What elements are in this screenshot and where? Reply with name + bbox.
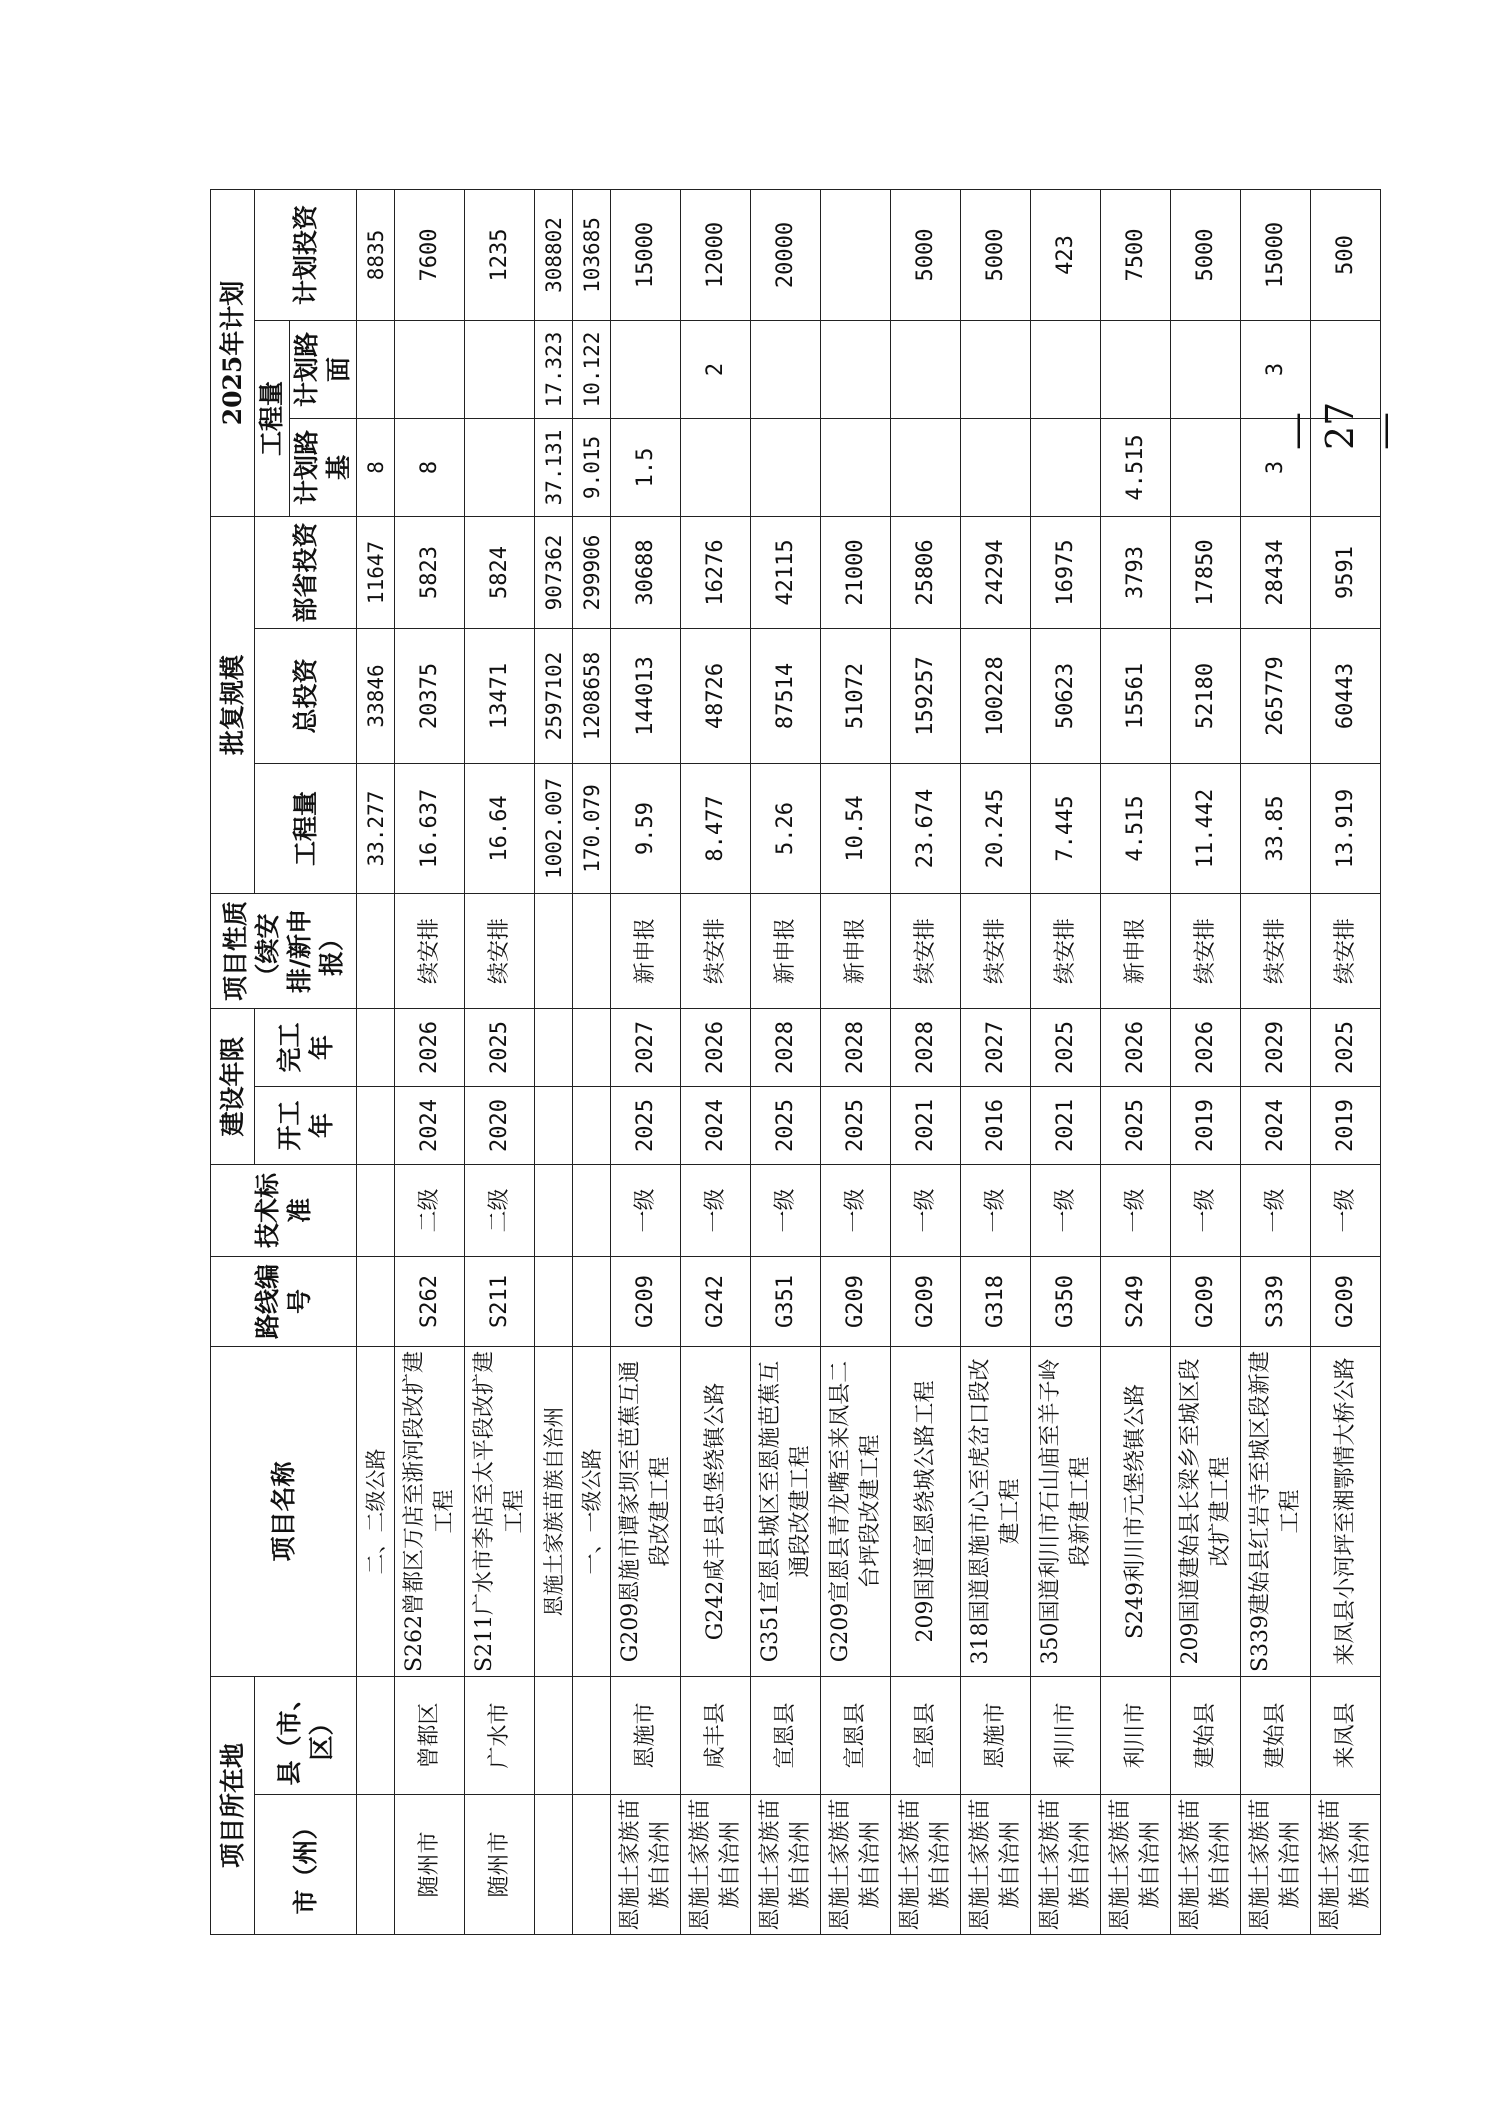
row-tech-std: 二级: [465, 1164, 535, 1256]
row-quantity: 5.26: [751, 763, 821, 893]
row-quantity: 8.477: [681, 763, 751, 893]
row-plan-investment: 20000: [751, 189, 821, 320]
table-row: [1311, 189, 1381, 1934]
row-total-investment: 265779: [1241, 628, 1311, 763]
row-city: 恩施土家族苗族自治州: [681, 1795, 751, 1935]
row-plan-investment: 15000: [1241, 189, 1311, 320]
row-tech-std: [573, 1164, 611, 1256]
row-quantity: 9.59: [611, 763, 681, 893]
row-route-no: G242: [681, 1256, 751, 1346]
row-route-no: G351: [751, 1256, 821, 1346]
row-ministry-investment: 21000: [821, 516, 891, 628]
row-county: [535, 1676, 573, 1794]
row-start-year: 2025: [751, 1086, 821, 1164]
row-route-no: G209: [821, 1256, 891, 1346]
row-project-name: 来凤县小河坪至湘鄂情大桥公路: [1311, 1346, 1381, 1676]
row-plan-pavement: [821, 320, 891, 418]
table-row: [1031, 189, 1101, 1934]
row-nature: 新申报: [611, 893, 681, 1008]
header-end-year: 完工年: [255, 1008, 357, 1086]
row-nature: 续安排: [395, 893, 465, 1008]
row-tech-std: 一级: [1311, 1164, 1381, 1256]
header-route-no: 路线编号: [211, 1256, 357, 1346]
row-end-year: 2028: [751, 1008, 821, 1086]
row-start-year: 2024: [1241, 1086, 1311, 1164]
row-route-no: G318: [961, 1256, 1031, 1346]
row-project-name: 318国道恩施市心至虎岔口段改建工程: [961, 1346, 1031, 1676]
row-plan-pavement: [1031, 320, 1101, 418]
row-route-no: [573, 1256, 611, 1346]
row-end-year: [573, 1008, 611, 1086]
row-tech-std: 一级: [681, 1164, 751, 1256]
row-plan-roadbed: 37.131: [535, 418, 573, 516]
row-end-year: 2026: [1171, 1008, 1241, 1086]
table-row: [681, 189, 751, 1934]
page-number: — 27 —: [1274, 401, 1406, 450]
row-start-year: [535, 1086, 573, 1164]
row-city: 恩施土家族苗族自治州: [751, 1795, 821, 1935]
row-plan-roadbed: [681, 418, 751, 516]
row-start-year: 2024: [681, 1086, 751, 1164]
row-plan-pavement: [1171, 320, 1241, 418]
row-route-no: [535, 1256, 573, 1346]
row-plan-pavement: [1101, 320, 1171, 418]
row-end-year: 2026: [681, 1008, 751, 1086]
row-county: [573, 1676, 611, 1794]
row-ministry-investment: 17850: [1171, 516, 1241, 628]
header-location: 项目所在地: [211, 1676, 255, 1934]
row-county: 咸丰县: [681, 1676, 751, 1794]
row-ministry-investment: 24294: [961, 516, 1031, 628]
row-nature: 续安排: [1241, 893, 1311, 1008]
row-tech-std: 一级: [1241, 1164, 1311, 1256]
row-nature: [535, 893, 573, 1008]
header-total-investment: 总投资: [255, 628, 357, 763]
row-total-investment: 50623: [1031, 628, 1101, 763]
row-city: 恩施土家族苗族自治州: [1031, 1795, 1101, 1935]
row-plan-roadbed: 3: [1241, 418, 1311, 516]
row-county: 来凤县: [1311, 1676, 1381, 1794]
row-project-name: 350国道利川市石山庙至羊子岭段新建工程: [1031, 1346, 1101, 1676]
row-plan-roadbed: [1031, 418, 1101, 516]
row-plan-pavement: [891, 320, 961, 418]
row-city: 恩施土家族苗族自治州: [821, 1795, 891, 1935]
row-tech-std: 一级: [1171, 1164, 1241, 1256]
row-nature: 续安排: [1171, 893, 1241, 1008]
row-tech-std: 一级: [1031, 1164, 1101, 1256]
row-project-name: 209国道建始县长梁乡至城区段改扩建工程: [1171, 1346, 1241, 1676]
row-quantity: 16.637: [395, 763, 465, 893]
row-ministry-investment: 5824: [465, 516, 535, 628]
row-quantity: 16.64: [465, 763, 535, 893]
row-nature: 续安排: [1031, 893, 1101, 1008]
row-city: 恩施土家族苗族自治州: [891, 1795, 961, 1935]
header-plan-roadbed: 计划路基: [290, 418, 357, 516]
row-city: 随州市: [465, 1795, 535, 1935]
row-plan-investment: 308802: [535, 189, 573, 320]
row-quantity: 20.245: [961, 763, 1031, 893]
row-project-name: 二、二级公路: [357, 1346, 395, 1676]
row-nature: 新申报: [1101, 893, 1171, 1008]
row-city: 恩施土家族苗族自治州: [611, 1795, 681, 1935]
row-city: [573, 1795, 611, 1935]
row-plan-investment: [821, 189, 891, 320]
row-start-year: 2016: [961, 1086, 1031, 1164]
row-route-no: S211: [465, 1256, 535, 1346]
row-route-no: S249: [1101, 1256, 1171, 1346]
row-plan-roadbed: 1.5: [611, 418, 681, 516]
row-plan-roadbed: 8: [357, 418, 395, 516]
row-project-name: G209恩施市谭家坝至芭蕉互通段改建工程: [611, 1346, 681, 1676]
row-plan-roadbed: 9.015: [573, 418, 611, 516]
row-city: 恩施土家族苗族自治州: [961, 1795, 1031, 1935]
row-end-year: 2027: [961, 1008, 1031, 1086]
row-county: [357, 1676, 395, 1794]
row-project-name: S262曾都区万店至浙河段改扩建工程: [395, 1346, 465, 1676]
row-quantity: 7.445: [1031, 763, 1101, 893]
row-route-no: G209: [611, 1256, 681, 1346]
header-ministry-investment: 部省投资: [255, 516, 357, 628]
row-county: 曾都区: [395, 1676, 465, 1794]
rotated-table-page: [210, 190, 1373, 1935]
row-end-year: [357, 1008, 395, 1086]
row-route-no: S262: [395, 1256, 465, 1346]
row-plan-pavement: [465, 320, 535, 418]
row-plan-investment: 1235: [465, 189, 535, 320]
table-row: [395, 189, 465, 1934]
row-project-name: 一、一级公路: [573, 1346, 611, 1676]
header-period: 建设年限: [211, 1008, 255, 1164]
row-end-year: [535, 1008, 573, 1086]
project-plan-table: [210, 189, 1381, 1935]
row-plan-roadbed: 4.515: [1101, 418, 1171, 516]
row-plan-investment: 15000: [611, 189, 681, 320]
row-tech-std: 一级: [611, 1164, 681, 1256]
row-quantity: 23.674: [891, 763, 961, 893]
row-end-year: 2027: [611, 1008, 681, 1086]
row-county: 宣恩县: [821, 1676, 891, 1794]
row-quantity: 1002.007: [535, 763, 573, 893]
row-total-investment: 87514: [751, 628, 821, 763]
row-tech-std: 一级: [891, 1164, 961, 1256]
row-plan-investment: 103685: [573, 189, 611, 320]
row-tech-std: [357, 1164, 395, 1256]
row-nature: 续安排: [465, 893, 535, 1008]
row-quantity: 170.079: [573, 763, 611, 893]
header-city: 市（州）: [255, 1795, 357, 1935]
row-county: 建始县: [1171, 1676, 1241, 1794]
row-ministry-investment: 28434: [1241, 516, 1311, 628]
row-start-year: 2025: [1101, 1086, 1171, 1164]
row-ministry-investment: 907362: [535, 516, 573, 628]
row-route-no: S339: [1241, 1256, 1311, 1346]
header-plan-pavement: 计划路面: [290, 320, 357, 418]
table-row: [535, 189, 573, 1934]
header-tech-std: 技术标准: [211, 1164, 357, 1256]
row-end-year: 2025: [465, 1008, 535, 1086]
row-county: 利川市: [1101, 1676, 1171, 1794]
row-county: 宣恩县: [891, 1676, 961, 1794]
row-project-name: S249利川市元堡绕镇公路: [1101, 1346, 1171, 1676]
row-plan-pavement: [611, 320, 681, 418]
row-ministry-investment: 16975: [1031, 516, 1101, 628]
row-county: 广水市: [465, 1676, 535, 1794]
row-ministry-investment: 3793: [1101, 516, 1171, 628]
row-quantity: 33.85: [1241, 763, 1311, 893]
row-total-investment: 51072: [821, 628, 891, 763]
row-tech-std: 二级: [395, 1164, 465, 1256]
row-start-year: 2025: [821, 1086, 891, 1164]
row-city: 恩施土家族苗族自治州: [1101, 1795, 1171, 1935]
row-plan-roadbed: [821, 418, 891, 516]
row-end-year: 2026: [395, 1008, 465, 1086]
row-plan-roadbed: [465, 418, 535, 516]
row-tech-std: 一级: [961, 1164, 1031, 1256]
row-project-name: G351宣恩县城区至恩施芭蕉互通段改建工程: [751, 1346, 821, 1676]
row-total-investment: 20375: [395, 628, 465, 763]
row-county: 利川市: [1031, 1676, 1101, 1794]
row-start-year: 2020: [465, 1086, 535, 1164]
row-plan-pavement: [751, 320, 821, 418]
row-county: 恩施市: [961, 1676, 1031, 1794]
row-plan-pavement: 3: [1241, 320, 1311, 418]
row-route-no: G209: [891, 1256, 961, 1346]
row-ministry-investment: 30688: [611, 516, 681, 628]
row-tech-std: [535, 1164, 573, 1256]
row-plan-roadbed: [891, 418, 961, 516]
row-start-year: 2019: [1171, 1086, 1241, 1164]
row-county: 恩施市: [611, 1676, 681, 1794]
row-project-name: S211广水市李店至太平段改扩建工程: [465, 1346, 535, 1676]
header-county: 县（市、区）: [255, 1676, 357, 1794]
row-total-investment: 1208658: [573, 628, 611, 763]
header-approved-scale: 批复规模: [211, 516, 255, 893]
header-plan-2025: 2025年计划: [211, 189, 255, 516]
table-row: [821, 189, 891, 1934]
row-start-year: [573, 1086, 611, 1164]
row-total-investment: 100228: [961, 628, 1031, 763]
row-project-name: 恩施土家族苗族自治州: [535, 1346, 573, 1676]
row-quantity: 33.277: [357, 763, 395, 893]
row-route-no: G209: [1311, 1256, 1381, 1346]
row-nature: 新申报: [751, 893, 821, 1008]
row-tech-std: 一级: [821, 1164, 891, 1256]
row-start-year: 2024: [395, 1086, 465, 1164]
header-plan-investment: 计划投资: [255, 189, 357, 320]
row-quantity: 11.442: [1171, 763, 1241, 893]
row-plan-pavement: 17.323: [535, 320, 573, 418]
row-plan-investment: 423: [1031, 189, 1101, 320]
row-plan-investment: 12000: [681, 189, 751, 320]
table-row: [611, 189, 681, 1934]
header-nature: 项目性质（续安排/新申报）: [211, 893, 357, 1008]
row-total-investment: 33846: [357, 628, 395, 763]
row-nature: [357, 893, 395, 1008]
row-plan-investment: 500: [1311, 189, 1381, 320]
row-end-year: 2029: [1241, 1008, 1311, 1086]
row-ministry-investment: 42115: [751, 516, 821, 628]
header-plan-quantity: 工程量: [255, 320, 290, 516]
row-plan-investment: 5000: [1171, 189, 1241, 320]
row-route-no: G350: [1031, 1256, 1101, 1346]
row-route-no: G209: [1171, 1256, 1241, 1346]
row-project-name: G242咸丰县忠堡绕镇公路: [681, 1346, 751, 1676]
row-tech-std: 一级: [1101, 1164, 1171, 1256]
row-nature: [573, 893, 611, 1008]
table-row: [357, 189, 395, 1934]
row-end-year: 2025: [1311, 1008, 1381, 1086]
table-row: [465, 189, 535, 1934]
header-start-year: 开工年: [255, 1086, 357, 1164]
row-ministry-investment: 5823: [395, 516, 465, 628]
row-ministry-investment: 9591: [1311, 516, 1381, 628]
row-quantity: 4.515: [1101, 763, 1171, 893]
row-plan-pavement: 10.122: [573, 320, 611, 418]
table-row: [1101, 189, 1171, 1934]
table-row: [891, 189, 961, 1934]
row-start-year: [357, 1086, 395, 1164]
row-project-name: 209国道宣恩绕城公路工程: [891, 1346, 961, 1676]
row-plan-pavement: [357, 320, 395, 418]
row-total-investment: 2597102: [535, 628, 573, 763]
row-plan-investment: 5000: [961, 189, 1031, 320]
row-nature: 续安排: [1311, 893, 1381, 1008]
row-plan-pavement: 2: [681, 320, 751, 418]
row-end-year: 2026: [1101, 1008, 1171, 1086]
row-tech-std: 一级: [751, 1164, 821, 1256]
row-plan-roadbed: [1171, 418, 1241, 516]
row-nature: 续安排: [961, 893, 1031, 1008]
row-ministry-investment: 16276: [681, 516, 751, 628]
row-plan-pavement: [961, 320, 1031, 418]
row-start-year: 2025: [611, 1086, 681, 1164]
row-route-no: [357, 1256, 395, 1346]
row-start-year: 2021: [1031, 1086, 1101, 1164]
table-row: [751, 189, 821, 1934]
row-nature: 续安排: [681, 893, 751, 1008]
row-plan-pavement: [395, 320, 465, 418]
row-nature: 新申报: [821, 893, 891, 1008]
table-row: [573, 189, 611, 1934]
row-start-year: 2021: [891, 1086, 961, 1164]
project-table-body: [357, 189, 1381, 1934]
header-project-name: 项目名称: [211, 1346, 357, 1676]
row-city: [535, 1795, 573, 1935]
row-plan-roadbed: [751, 418, 821, 516]
row-ministry-investment: 11647: [357, 516, 395, 628]
row-total-investment: 60443: [1311, 628, 1381, 763]
row-start-year: 2019: [1311, 1086, 1381, 1164]
table-row: [1241, 189, 1311, 1934]
row-city: 恩施土家族苗族自治州: [1171, 1795, 1241, 1935]
row-total-investment: 15561: [1101, 628, 1171, 763]
row-city: 恩施土家族苗族自治州: [1241, 1795, 1311, 1935]
table-row: [961, 189, 1031, 1934]
row-city: [357, 1795, 395, 1935]
row-total-investment: 52180: [1171, 628, 1241, 763]
row-quantity: 10.54: [821, 763, 891, 893]
row-end-year: 2028: [821, 1008, 891, 1086]
row-county: 宣恩县: [751, 1676, 821, 1794]
row-ministry-investment: 25806: [891, 516, 961, 628]
row-nature: 续安排: [891, 893, 961, 1008]
row-city: 随州市: [395, 1795, 465, 1935]
row-plan-investment: 7600: [395, 189, 465, 320]
row-total-investment: 144013: [611, 628, 681, 763]
row-plan-investment: 5000: [891, 189, 961, 320]
row-city: 恩施土家族苗族自治州: [1311, 1795, 1381, 1935]
row-total-investment: 159257: [891, 628, 961, 763]
row-project-name: G209宣恩县青龙嘴至来凤县二台坪段改建工程: [821, 1346, 891, 1676]
row-end-year: 2025: [1031, 1008, 1101, 1086]
row-county: 建始县: [1241, 1676, 1311, 1794]
row-end-year: 2028: [891, 1008, 961, 1086]
row-plan-roadbed: 8: [395, 418, 465, 516]
row-total-investment: 13471: [465, 628, 535, 763]
table-row: [1171, 189, 1241, 1934]
row-project-name: S339建始县红岩寺至城区段新建工程: [1241, 1346, 1311, 1676]
row-ministry-investment: 299906: [573, 516, 611, 628]
header-quantity: 工程量: [255, 763, 357, 893]
row-plan-investment: 7500: [1101, 189, 1171, 320]
row-plan-investment: 8835: [357, 189, 395, 320]
row-plan-roadbed: [961, 418, 1031, 516]
row-quantity: 13.919: [1311, 763, 1381, 893]
row-total-investment: 48726: [681, 628, 751, 763]
